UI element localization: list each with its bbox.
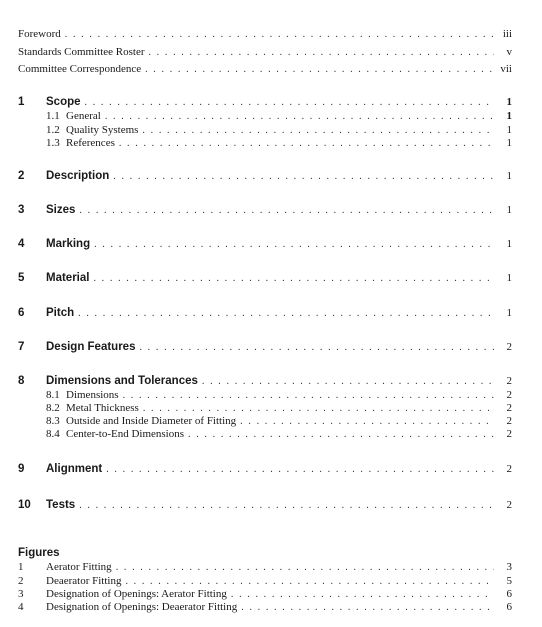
dot-leader bbox=[94, 239, 494, 250]
subsection-page: 2 bbox=[506, 428, 512, 440]
figure-title: Deaerator Fitting bbox=[46, 575, 122, 587]
figures-heading bbox=[18, 547, 60, 559]
section-page: 1 bbox=[506, 238, 512, 250]
section-title: Marking bbox=[46, 238, 91, 250]
section-page: 1 bbox=[506, 272, 512, 284]
toc-figure bbox=[18, 588, 512, 600]
dot-leader bbox=[139, 342, 494, 353]
subsection-title: Dimensions bbox=[66, 389, 119, 401]
figure-number: 1 bbox=[18, 561, 24, 573]
subsection-page: 2 bbox=[506, 389, 512, 401]
dot-leader bbox=[231, 589, 494, 600]
figure-page: 5 bbox=[506, 575, 512, 587]
figure-number: 4 bbox=[18, 601, 24, 613]
toc-section-5 bbox=[18, 272, 512, 284]
dot-leader bbox=[241, 602, 494, 613]
dot-leader bbox=[113, 171, 494, 182]
section-title: Alignment bbox=[46, 463, 103, 475]
section-number: 1 bbox=[18, 96, 25, 108]
toc-section-4 bbox=[18, 238, 512, 250]
subsection-number: 8.4 bbox=[46, 428, 60, 440]
section-page: 2 bbox=[506, 463, 512, 475]
subsection-page: 1 bbox=[506, 124, 512, 136]
subsection-title: Center-to-End Dimensions bbox=[66, 428, 185, 440]
section-title: Design Features bbox=[46, 341, 136, 353]
subsection-title: General bbox=[66, 110, 101, 122]
toc-section-6 bbox=[18, 307, 512, 319]
toc-entry-foreword bbox=[18, 28, 512, 40]
toc-entry-title: Committee Correspondence bbox=[18, 63, 142, 75]
subsection-number: 8.1 bbox=[46, 389, 60, 401]
figure-title: Designation of Openings: Aerator Fitting bbox=[46, 588, 227, 600]
subsection-title: Metal Thickness bbox=[66, 402, 139, 414]
toc-section-2 bbox=[18, 170, 512, 182]
toc-section-10 bbox=[18, 499, 512, 511]
toc-section-9 bbox=[18, 463, 512, 475]
section-number: 8 bbox=[18, 375, 25, 387]
section-page: 1 bbox=[506, 96, 512, 108]
toc-subsection bbox=[46, 110, 512, 122]
dot-leader bbox=[105, 111, 494, 122]
subsection-title: References bbox=[66, 137, 115, 149]
toc-figure bbox=[18, 601, 512, 613]
dot-leader bbox=[116, 562, 494, 573]
section-title: Tests bbox=[46, 499, 76, 511]
dot-leader bbox=[79, 500, 494, 511]
subsection-number: 8.2 bbox=[46, 402, 60, 414]
section-title: Pitch bbox=[46, 307, 75, 319]
subsection-title: Outside and Inside Diameter of Fitting bbox=[66, 415, 237, 427]
toc-entry-page: vii bbox=[500, 63, 512, 75]
dot-leader bbox=[119, 138, 494, 149]
subsection-number: 8.3 bbox=[46, 415, 60, 427]
toc-entry-page: iii bbox=[502, 28, 512, 40]
dot-leader bbox=[148, 47, 494, 58]
toc-subsection bbox=[46, 124, 512, 136]
toc-entry-roster bbox=[18, 46, 512, 58]
figure-page: 6 bbox=[506, 588, 512, 600]
section-title: Scope bbox=[46, 96, 81, 108]
figure-page: 6 bbox=[506, 601, 512, 613]
figure-page: 3 bbox=[506, 561, 512, 573]
dot-leader bbox=[145, 64, 494, 75]
dot-leader bbox=[125, 576, 494, 587]
toc-section-3 bbox=[18, 204, 512, 216]
toc-subsection bbox=[46, 415, 512, 427]
section-page: 2 bbox=[506, 341, 512, 353]
subsection-number: 1.1 bbox=[46, 110, 60, 122]
dot-leader bbox=[65, 29, 494, 40]
section-number: 4 bbox=[18, 238, 25, 250]
section-number: 7 bbox=[18, 341, 25, 353]
dot-leader bbox=[93, 273, 494, 284]
toc-section-8 bbox=[18, 375, 512, 387]
section-number: 9 bbox=[18, 463, 25, 475]
toc-entry-correspondence bbox=[18, 63, 512, 75]
section-number: 6 bbox=[18, 307, 25, 319]
figure-number: 2 bbox=[18, 575, 24, 587]
dot-leader bbox=[240, 416, 494, 427]
section-number: 2 bbox=[18, 170, 25, 182]
subsection-number: 1.2 bbox=[46, 124, 60, 136]
section-page: 1 bbox=[506, 307, 512, 319]
dot-leader bbox=[78, 308, 494, 319]
section-number: 5 bbox=[18, 272, 25, 284]
subsection-page: 2 bbox=[506, 402, 512, 414]
section-title: Sizes bbox=[46, 204, 76, 216]
dot-leader bbox=[142, 125, 494, 136]
dot-leader bbox=[123, 390, 494, 401]
dot-leader bbox=[79, 205, 494, 216]
subsection-page: 2 bbox=[506, 415, 512, 427]
section-title: Description bbox=[46, 170, 110, 182]
subsection-title: Quality Systems bbox=[66, 124, 139, 136]
toc-section-7 bbox=[18, 341, 512, 353]
dot-leader bbox=[143, 403, 494, 414]
toc-figure bbox=[18, 561, 512, 573]
section-title: Material bbox=[46, 272, 90, 284]
dot-leader bbox=[202, 376, 494, 387]
toc-entry-title: Standards Committee Roster bbox=[18, 46, 145, 58]
subsection-page: 1 bbox=[506, 137, 512, 149]
section-page: 1 bbox=[506, 170, 512, 182]
toc-figure bbox=[18, 575, 512, 587]
toc-entry-title: Foreword bbox=[18, 28, 61, 40]
section-page: 2 bbox=[506, 499, 512, 511]
figure-title: Designation of Openings: Deaerator Fitting bbox=[46, 601, 238, 613]
section-page: 2 bbox=[506, 375, 512, 387]
section-title: Dimensions and Tolerances bbox=[46, 375, 198, 387]
toc-subsection bbox=[46, 402, 512, 414]
dot-leader bbox=[85, 97, 494, 108]
figure-number: 3 bbox=[18, 588, 24, 600]
section-number: 3 bbox=[18, 204, 25, 216]
dot-leader bbox=[106, 464, 494, 475]
section-page: 1 bbox=[506, 204, 512, 216]
subsection-number: 1.3 bbox=[46, 137, 60, 149]
toc-subsection bbox=[46, 137, 512, 149]
dot-leader bbox=[188, 429, 494, 440]
toc-section-1 bbox=[18, 96, 512, 108]
subsection-page: 1 bbox=[506, 110, 512, 122]
toc-subsection bbox=[46, 428, 512, 440]
toc-subsection bbox=[46, 389, 512, 401]
figure-title: Aerator Fitting bbox=[46, 561, 112, 573]
toc-entry-page: v bbox=[506, 46, 512, 58]
section-number: 10 bbox=[18, 499, 31, 511]
figures-heading-text: Figures bbox=[18, 547, 60, 559]
